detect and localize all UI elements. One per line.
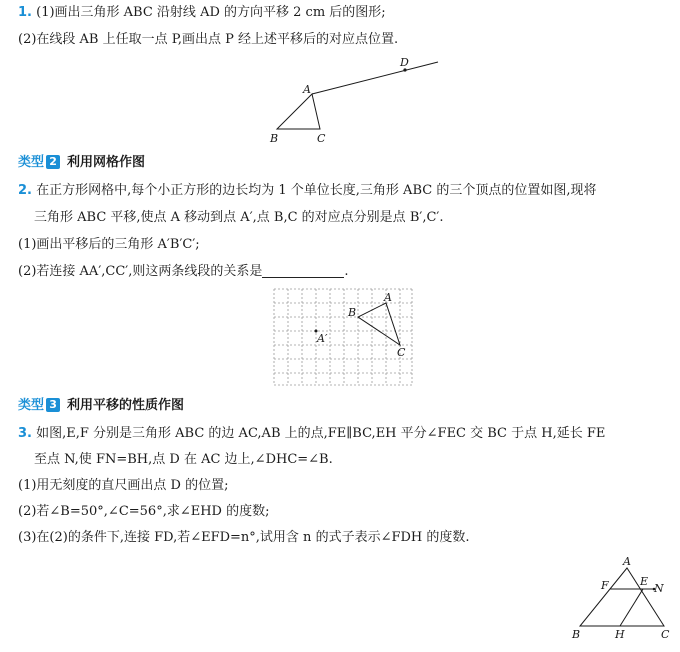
q3-text1: 如图,E,F 分别是三角形 ABC 的边 AC,AB 上的点,FE∥BC,EH 平分∠FEC 交 BC 于点 H,延长 FE xyxy=(36,426,606,441)
q1-line1 xyxy=(18,4,386,22)
q2-line4-end: . xyxy=(344,264,349,279)
label-D: D xyxy=(400,56,409,69)
q2-number: 2. xyxy=(18,183,32,198)
q3-number: 3. xyxy=(18,426,32,441)
triangle-ABC-q3 xyxy=(580,568,664,626)
grid-label-B: B xyxy=(348,306,357,319)
q3-label-F: F xyxy=(601,579,609,592)
q3-label-C: C xyxy=(661,628,670,641)
triangle-ABC-grid xyxy=(358,303,400,345)
q3-line4: (2)若∠B=50°,∠C=56°,求∠EHD 的度数; xyxy=(18,504,270,519)
q3-label-E: E xyxy=(640,575,649,588)
triangle-ABC xyxy=(277,94,320,129)
type3-title: 利用平移的性质作图 xyxy=(67,398,185,413)
type2-title: 利用网格作图 xyxy=(67,155,146,170)
q2-line4 xyxy=(18,263,349,281)
q3-label-N: N xyxy=(654,582,664,595)
grid-label-A: A xyxy=(384,291,392,304)
q3-figure xyxy=(568,554,678,650)
answer-blank[interactable] xyxy=(262,263,344,278)
q2-line1 xyxy=(18,182,596,200)
q3-line5: (3)在(2)的条件下,连接 FD,若∠EFD=n°,试用含 n 的式子表示∠FDH 的度数. xyxy=(18,530,470,545)
q2-line3: (1)画出平移后的三角形 A′B′C′; xyxy=(18,237,200,252)
type3-label: 类型 xyxy=(18,398,45,413)
grid-label-A-prime: A′ xyxy=(317,332,328,345)
q1-part1-text: (1)画出三角形 ABC 沿射线 AD 的方向平移 2 cm 后的图形; xyxy=(36,5,386,20)
type2-badge: 2 xyxy=(46,155,60,169)
q3-label-A: A xyxy=(623,555,631,568)
q3-line3: (1)用无刻度的直尺画出点 D 的位置; xyxy=(18,478,229,493)
q2-grid-figure xyxy=(272,287,414,387)
q3-line1 xyxy=(18,425,605,443)
q3-line2: 至点 N,使 FN=BH,点 D 在 AC 边上,∠DHC=∠B. xyxy=(34,452,333,467)
type2-label: 类型 xyxy=(18,155,45,170)
grid-label-C: C xyxy=(397,346,406,359)
label-A: A xyxy=(303,83,311,96)
type2-heading xyxy=(18,154,145,172)
segment-EH xyxy=(620,589,643,626)
q1-line2: (2)在线段 AB 上任取一点 P,画出点 P 经上述平移后的对应点位置. xyxy=(18,32,399,47)
ray-AD xyxy=(312,62,438,94)
q1-number: 1. xyxy=(18,5,32,20)
label-B: B xyxy=(270,132,279,145)
type3-heading xyxy=(18,397,184,415)
q2-line4-text: (2)若连接 AA′,CC′,则这两条线段的关系是 xyxy=(18,264,263,279)
type3-badge: 3 xyxy=(46,398,60,412)
q1-figure xyxy=(260,55,450,150)
q2-line2: 三角形 ABC 平移,使点 A 移动到点 A′,点 B,C 的对应点分别是点 B′,C′. xyxy=(34,210,444,225)
q3-label-H: H xyxy=(615,628,625,641)
q3-label-B: B xyxy=(572,628,581,641)
label-C: C xyxy=(317,132,326,145)
q2-text1: 在正方形网格中,每个小正方形的边长均为 1 个单位长度,三角形 ABC 的三个顶点的位置如图,现将 xyxy=(36,183,597,198)
